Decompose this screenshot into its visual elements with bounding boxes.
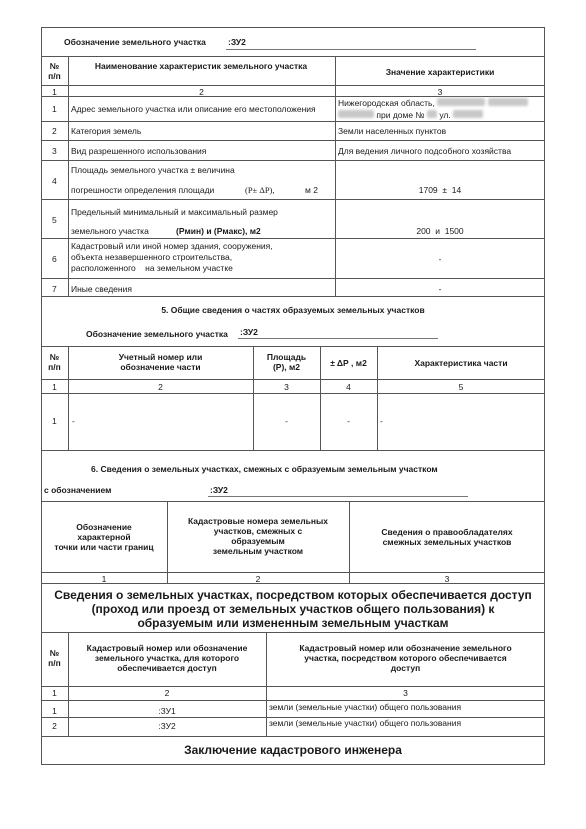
- table7-row2-via: земли (земельные участки) общего пользования: [269, 718, 462, 728]
- row5-name-bold: (Рмин) и (Рмакс), м2: [176, 226, 261, 236]
- table6-header-cadastral: Кадастровые номера земельных участков, смежных с образуемым земельным участком: [188, 516, 328, 556]
- row1-value-line1: [338, 98, 528, 108]
- table4-line: [41, 96, 545, 97]
- table4-line: [41, 278, 545, 279]
- table5-line: [41, 379, 545, 380]
- table5-row-delta: -: [347, 416, 350, 426]
- table6-colnum-3: 3: [444, 574, 450, 584]
- table7-colnum-2: 2: [164, 688, 170, 698]
- section5-top: [41, 296, 545, 297]
- row4-name-symbol: (P± ΔP),: [245, 185, 275, 195]
- row1-value-line2: [338, 110, 483, 120]
- redacted-text: [437, 98, 485, 106]
- table6-top: [41, 501, 545, 502]
- table4-colnum-3: 3: [437, 87, 443, 97]
- table4-line: [41, 238, 545, 239]
- section5-designation-value: :ЗУ2: [240, 327, 258, 337]
- section6-top: [41, 450, 545, 451]
- row7-value: -: [438, 284, 442, 294]
- redacted-text: [338, 110, 374, 118]
- table4-line: [41, 85, 545, 86]
- row3-num: 3: [52, 146, 57, 156]
- row3-value: Для ведения личного подсобного хозяйства: [338, 146, 512, 156]
- row5-value: 200 и 1500: [416, 226, 464, 236]
- table7-header-via: Кадастровый номер или обозначение земельного участка, посредством которого обеспечивается доступ: [299, 643, 512, 673]
- row6-num: 6: [52, 254, 57, 264]
- section6-designation-label: с обозначением: [44, 485, 112, 495]
- row5-name-line2: земельного участка: [71, 226, 149, 236]
- row4-value: 1709 ± 14: [418, 185, 462, 195]
- section5-title: 5. Общие сведения о частях образуемых земельных участков: [161, 305, 425, 315]
- table7-row1-target: :ЗУ1: [158, 706, 176, 716]
- redacted-text: [427, 110, 437, 118]
- table5-colnum-1: 1: [52, 382, 57, 392]
- table5-colnum-2: 2: [158, 382, 163, 392]
- table5-header-area: Площадь (Р), м2: [266, 352, 307, 372]
- section5-designation-label: Обозначение земельного участка: [86, 329, 228, 339]
- table5-colnum-3: 3: [284, 382, 289, 392]
- table4-line: [41, 121, 545, 122]
- table5-row-area: -: [285, 416, 288, 426]
- table5-header-account: Учетный номер или обозначение части: [118, 352, 203, 372]
- address-house: при доме №: [376, 110, 425, 120]
- redacted-text: [453, 110, 483, 118]
- designation-underline: [208, 496, 468, 497]
- row5-name-line1: Предельный минимальный и максимальный размер: [71, 207, 278, 217]
- row3-name: Вид разрешенного использования: [71, 146, 207, 156]
- table6-colnum-2: 2: [255, 574, 261, 584]
- table5-row-account: -: [72, 416, 75, 426]
- table7-colnum-3: 3: [403, 688, 408, 698]
- table7-top: [41, 632, 545, 633]
- table4-colnum-2: 2: [199, 87, 204, 97]
- table5-colnum-4: 4: [346, 382, 351, 392]
- row6-name-line1: Кадастровый или иной номер здания, сооружения,: [71, 241, 273, 251]
- row7-num: 7: [52, 284, 57, 294]
- row2-num: 2: [52, 126, 57, 136]
- table4-line: [41, 140, 545, 141]
- table5-row-num: 1: [52, 416, 57, 426]
- table4-line: [41, 199, 545, 200]
- table7-row2-num: 2: [52, 721, 57, 731]
- table6-header-point: Обозначение характерной точки или части границ: [54, 522, 154, 552]
- table7-line: [41, 686, 545, 687]
- section4-designation-label: Обозначение земельного участка: [64, 37, 206, 47]
- row2-value: Земли населенных пунктов: [338, 126, 447, 136]
- section4-designation-value: :ЗУ2: [228, 37, 246, 47]
- designation-underline: [226, 49, 476, 50]
- table6-header-owners: Сведения о правообладателях смежных земельных участков: [381, 527, 513, 547]
- row6-name-line3: расположенного на земельном участке: [71, 263, 233, 273]
- table4-header-name: Наименование характеристик земельного участка: [94, 61, 308, 71]
- row6-name-line2: объекта незавершенного строительства,: [71, 252, 233, 262]
- table7-row1-num: 1: [52, 706, 57, 716]
- section6-title: 6. Сведения о земельных участках, смежных с образуемым земельным участком: [91, 464, 438, 474]
- table5-row-char: -: [380, 416, 383, 426]
- row4-name-unit: м 2: [305, 185, 318, 195]
- row1-name: Адрес земельного участка или описание его местоположения: [71, 104, 316, 114]
- row4-num: 4: [52, 176, 57, 186]
- table6-line: [41, 572, 545, 573]
- row7-name: Иные сведения: [71, 284, 132, 294]
- conclusion-title: Заключение кадастрового инженера: [184, 743, 402, 757]
- address-street: ул.: [439, 110, 451, 120]
- table7-line: [41, 700, 545, 701]
- table5-header-delta: ± ΔР , м2: [330, 358, 367, 368]
- table5-top: [41, 346, 545, 347]
- row2-name: Категория земель: [71, 126, 142, 136]
- table5-line: [41, 393, 545, 394]
- table4-line: [41, 160, 545, 161]
- table6-colnum-1: 1: [101, 574, 107, 584]
- section7-title: Сведения о земельных участках, посредством которых обеспечивается доступ (проход или проезд от земельных участков общего пользования) к образуемым или измененным земельным участкам: [54, 588, 532, 630]
- table5-header-char: Характеристика части: [414, 358, 508, 368]
- row4-name-line2: погрешности определения площади: [71, 185, 215, 195]
- row6-value: -: [438, 254, 442, 264]
- table5-colnum-5: 5: [458, 382, 464, 392]
- table4-header-num: № п/п: [48, 61, 61, 81]
- row1-num: 1: [52, 104, 57, 114]
- table5-header-num: № п/п: [48, 352, 61, 372]
- table7-header-num: № п/п: [48, 648, 61, 668]
- table7-colnum-1: 1: [52, 688, 57, 698]
- table7-row1-via: земли (земельные участки) общего пользования: [269, 702, 462, 712]
- table4-header-value: Значение характеристики: [385, 67, 495, 77]
- designation-underline: [238, 338, 438, 339]
- table4-colnum-1: 1: [52, 87, 57, 97]
- section6-designation-value: :ЗУ2: [210, 485, 228, 495]
- address-region: Нижегородская область,: [338, 98, 435, 108]
- row4-name-line1: Площадь земельного участка ± величина: [71, 165, 235, 175]
- conclusion-top: [41, 736, 545, 737]
- table7-header-target: Кадастровый номер или обозначение земельного участка, для которого обеспечивается доступ: [86, 643, 248, 673]
- redacted-text: [488, 98, 528, 106]
- table7-row2-target: :ЗУ2: [158, 721, 176, 731]
- table4-top: [41, 56, 545, 57]
- section7-top: [41, 583, 545, 584]
- row5-num: 5: [52, 215, 57, 225]
